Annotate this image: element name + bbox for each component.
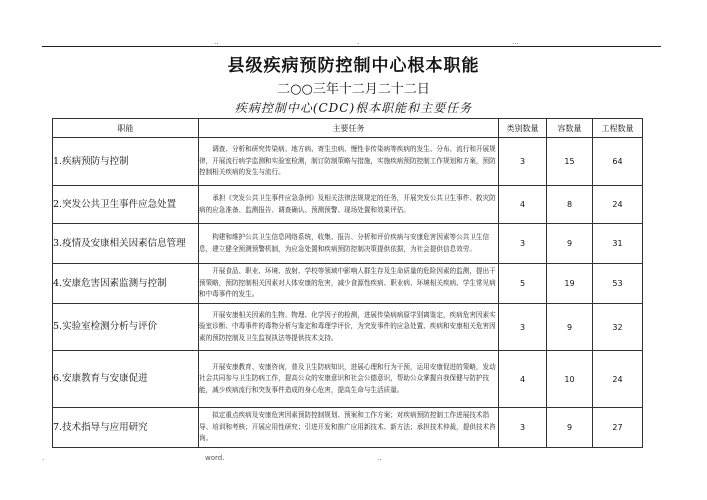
task-cell: 构建和维护公共卫生信息网络系统，收集、报告、分析和评价疾病与安康危害因素等公共卫生信息，建立健全预测预警机制，为应急处置和疾病预防控制决策提供依据，为社会提供信息效劳。 [199,224,499,264]
category-count-cell: 4 [499,186,547,224]
column-header-categories: 类别数量 [499,119,547,138]
table-row [53,224,643,264]
table-row [53,138,643,186]
category-count-cell: 3 [499,138,547,186]
column-header-task: 主要任务 [199,119,499,138]
category-count-cell: 3 [499,408,547,448]
table-row [53,186,643,224]
table-row [53,408,643,448]
project-count-cell: 32 [593,304,643,351]
project-count-cell: 27 [593,408,643,448]
column-header-projects: 工程数量 [593,119,643,138]
content-count-cell: 15 [547,138,593,186]
content-count-cell: 9 [547,408,593,448]
project-count-cell: 31 [593,224,643,264]
table-subtitle: 疾病控制中心(CDC)根本职能和主要任务 [234,101,473,115]
category-count-cell: 4 [499,351,547,408]
content-count-cell: 9 [547,304,593,351]
task-cell: 承担《突发公共卫生事件应急条例》及相关法律法规规定的任务，开展突发公共卫生事件、救灾防病的应急准备、监测报告、调查确认、预测预警、现场处置和效果评估。 [199,186,499,224]
function-cell: 4.安康危害因素监测与控制 [53,264,199,304]
header-mark-left: .. [214,38,219,46]
function-cell: 7.技术指导与应用研究 [53,408,199,448]
footer-word: word. [205,454,225,462]
project-count-cell: 53 [593,264,643,304]
function-cell: 2.突发公共卫生事件应急处置 [53,186,199,224]
page-title: 县级疾病预防控制中心根本职能 [227,56,480,76]
content-count-cell: 8 [547,186,593,224]
task-cell: 开展食品、职业、环境、放射、学校等领域中影响人群生存及生命质量的危险因素的监测，提出干预策略，预防控制相关因素对人体安康的危害，减少食源性疾病、职业病、环境相关疾病、学生常见病和中毒事件的发生。 [199,264,499,304]
table-row [53,304,643,351]
category-count-cell: 5 [499,264,547,304]
content-count-cell: 10 [547,351,593,408]
footer-mark-right: .. [377,454,382,462]
function-cell: 5.实验室检测分析与评价 [53,304,199,351]
content-count-cell: 19 [547,264,593,304]
category-count-cell: 3 [499,224,547,264]
task-cell: 开展安康相关因素的生物、物理、化学因子的检测，进展传染病病原学别离鉴定，疾病危害因素实验室诊断、中毒事件的毒物分析与鉴定和毒理学评价，为突发事件的应急处置、疾病和安康相关危害因素的预防控制及卫生监视执法等提供技术支持。 [199,304,499,351]
header-mark-right: ... [512,38,519,46]
function-cell: 1.疾病预防与控制 [53,138,199,186]
task-cell: 调查、分析和研究传染病、地方病、寄生虫病、慢性非传染病等疾病的发生、分布、流行和开展规律，开展流行病学监测和实验室检测，制订防制策略与措施，实施疾病预防控制工作规划和方案，预防控制相关疾病的发生与流行。 [199,138,499,186]
task-cell: 拟定重点疾病及安康危害因素预防控制规划、预案和工作方案；对疾病预防控制工作进展技术指导、培训和考核；开展应用性研究；引进开发和推广应用新技术、新方法；承担技术仲裁，提供技术咨询。 [199,408,499,448]
column-header-function: 职能 [53,119,199,138]
table-row [53,351,643,408]
category-count-cell: 3 [499,304,547,351]
functions-table [52,118,643,448]
table-header-row [53,119,643,138]
table-row [53,264,643,304]
function-cell: 3.疫情及安康相关因素信息管理 [53,224,199,264]
project-count-cell: 64 [593,138,643,186]
content-count-cell: 9 [547,224,593,264]
column-header-contents: 容数量 [547,119,593,138]
project-count-cell: 24 [593,351,643,408]
header-mark-center: . [357,38,360,46]
header-rule [42,46,661,47]
function-cell: 6.安康教育与安康促进 [53,351,199,408]
project-count-cell: 24 [593,186,643,224]
document-date: 二○○三年十二月二十二日 [277,82,430,97]
footer-mark-left: . [42,454,45,462]
task-cell: 开展安康教育、安康咨询，普及卫生防病知识，进展心理和行为干预，运用安康促进的策略，发动社会共同参与卫生防病工作，提高公众的安康意识和社会公德意识，帮助公众掌握自我保健与防护技能，减少疾病流行和突发事件造成的身心危害，提高生命与生活质量。 [199,351,499,408]
